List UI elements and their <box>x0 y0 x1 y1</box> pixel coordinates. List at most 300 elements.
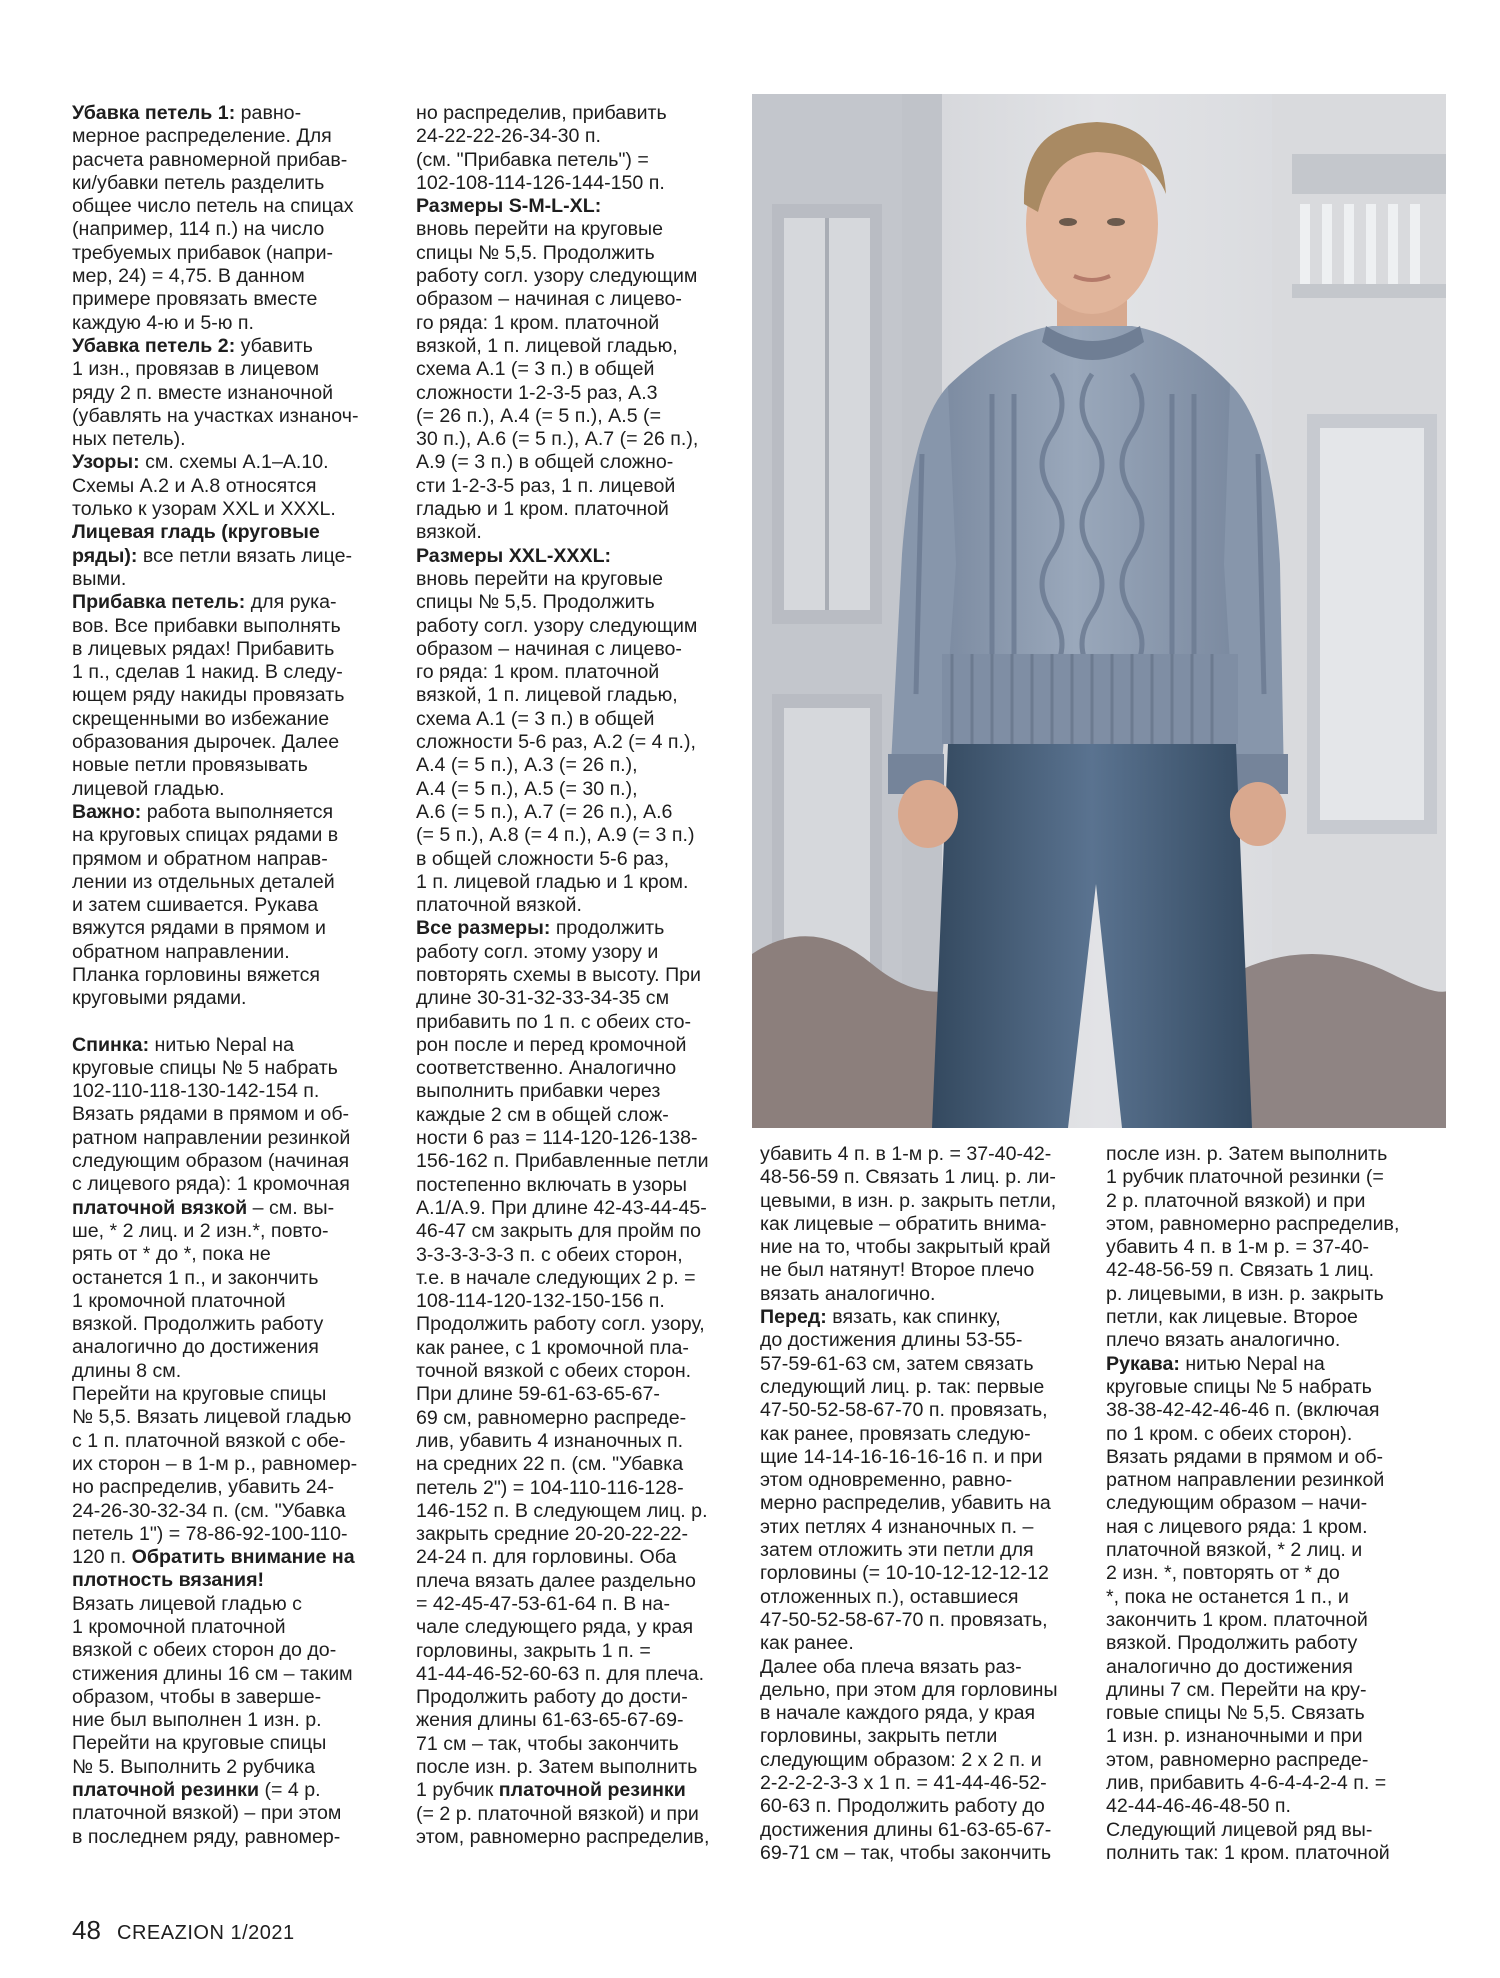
text-run: по 1 кром. с обеих сторон). <box>1106 1422 1353 1445</box>
text-run: работу согл. узору следующим <box>416 614 698 637</box>
text-run: 1 кромочной платочной <box>72 1616 286 1638</box>
text-run: 1 рубчик платочной резинки (= <box>1106 1166 1384 1189</box>
text-line <box>760 1516 1090 1539</box>
text-line <box>72 521 390 544</box>
text-line <box>416 218 746 241</box>
text-line <box>760 1259 1090 1282</box>
text-line <box>1106 1842 1446 1865</box>
text-line <box>416 1290 746 1313</box>
text-run: скрещенными во избежание <box>72 707 330 730</box>
text-run: мерное распределение. Для <box>72 125 332 148</box>
text-line <box>1106 1213 1446 1236</box>
text-run: А.1/А.9. При длине 42-43-44-45- <box>416 1196 707 1219</box>
text-run: образом – начиная с лицево- <box>416 288 682 311</box>
text-line <box>760 1283 1090 1306</box>
text-run: аналогично до достижения <box>72 1336 319 1359</box>
text-run: р. лицевыми, в изн. р. закрыть <box>1106 1282 1384 1305</box>
text-run: требуемых прибавок (напри- <box>72 241 334 264</box>
text-line <box>72 1779 390 1802</box>
text-run: горловины, закрыть 1 п. = <box>416 1639 651 1662</box>
text-line <box>72 242 390 265</box>
text-run: до достижения длины 53-55- <box>760 1329 1023 1352</box>
text-run: 1 изн., провязав в лицевом <box>72 358 320 381</box>
text-line <box>416 964 746 987</box>
text-line <box>1106 1306 1446 1329</box>
text-run: новые петли провязывать <box>72 754 308 777</box>
text-run: = 42-45-47-53-61-64 п. В на- <box>416 1593 670 1615</box>
text-run: вновь перейти на круговые <box>416 218 664 241</box>
text-run: жения длины 61-63-65-67-69- <box>416 1709 684 1732</box>
text-run: сложности 1-2-3-5 раз, А.3 <box>416 381 658 404</box>
text-run: отложенных п.), оставшиеся <box>760 1585 1019 1608</box>
bold-heading: Рукава: <box>1106 1352 1180 1375</box>
text-line <box>416 848 746 871</box>
text-run: их сторон – в 1-м р., равномер- <box>72 1452 358 1475</box>
text-line <box>416 1360 746 1383</box>
text-line <box>1106 1586 1446 1609</box>
text-run: (= 2 р. платочной вязкой) и при <box>416 1802 699 1825</box>
text-line <box>1106 1632 1446 1655</box>
text-run: постепенно включать в узоры <box>416 1173 687 1196</box>
text-run: 108-114-120-132-150-156 п. <box>416 1290 665 1313</box>
text-line <box>72 475 390 498</box>
text-run: платочной вязкой. <box>416 894 582 917</box>
text-run: 146-152 п. В следующем лиц. р. <box>416 1499 708 1522</box>
text-line <box>72 545 390 568</box>
text-line <box>760 1329 1090 1352</box>
text-line <box>1106 1749 1446 1772</box>
text-line <box>1106 1725 1446 1748</box>
text-run: 24-22-22-26-34-30 п. <box>416 125 601 148</box>
text-line <box>760 1702 1090 1725</box>
text-run: (= 26 п.), А.4 (= 5 п.), А.5 (= <box>416 404 662 427</box>
text-line <box>72 1756 390 1779</box>
text-run: платочной вязкой, * 2 лиц. и <box>1106 1539 1363 1562</box>
text-run: в последнем ряду, равномер- <box>72 1825 341 1848</box>
text-line <box>72 964 390 987</box>
text-line <box>416 405 746 428</box>
text-line <box>416 1756 746 1779</box>
text-line <box>72 1080 390 1103</box>
bold-heading: платочной резинки <box>72 1779 260 1802</box>
text-run: № 5. Выполнить 2 рубчика <box>72 1755 315 1778</box>
text-run: 3-3-3-3-3-3 п. с обеих сторон, <box>416 1243 683 1266</box>
text-line <box>1106 1399 1446 1422</box>
text-line <box>416 475 746 498</box>
text-line <box>72 1220 390 1243</box>
text-run: общее число петель на спицах <box>72 195 354 218</box>
text-line <box>72 1826 390 1849</box>
text-run: лив, прибавить 4-6-4-4-2-4 п. = <box>1106 1772 1387 1795</box>
text-line <box>72 824 390 847</box>
text-run: вязкой с обеих сторон до до- <box>72 1639 337 1662</box>
text-run: убавить 4 п. в 1-м р. = 37-40-42- <box>760 1143 1052 1165</box>
text-run: убавить 4 п. в 1-м р. = 37-40- <box>1106 1236 1370 1259</box>
text-line <box>416 1733 746 1756</box>
text-run: с 1 п. платочной вязкой с обе- <box>72 1429 346 1452</box>
text-run: (= 5 п.), А.8 (= 4 п.), А.9 (= 3 п.) <box>416 824 695 847</box>
text-run: (убавлять на участках изнаноч- <box>72 404 359 427</box>
text-line <box>416 824 746 847</box>
text-line <box>72 848 390 871</box>
text-run: все петли вязать лице- <box>137 544 353 567</box>
text-run: образования дырочек. Далее <box>72 731 340 754</box>
bold-heading: Перед: <box>760 1306 827 1329</box>
text-run: следующий лиц. р. так: первые <box>760 1375 1045 1398</box>
text-line <box>416 1663 746 1686</box>
text-line <box>72 615 390 638</box>
text-line <box>416 941 746 964</box>
text-line <box>760 1656 1090 1679</box>
text-line <box>1106 1795 1446 1818</box>
text-run: А.4 (= 5 п.), А.3 (= 26 п.), <box>416 754 638 777</box>
text-line <box>416 1500 746 1523</box>
text-run: вов. Все прибавки выполнять <box>72 614 341 637</box>
text-line <box>72 1360 390 1383</box>
text-line <box>72 1290 390 1313</box>
text-run: круговые спицы № 5 набрать <box>1106 1375 1372 1398</box>
text-run: этом, равномерно распреде- <box>1106 1748 1369 1771</box>
text-line <box>72 1709 390 1732</box>
text-line <box>1106 1562 1446 1585</box>
text-line <box>416 754 746 777</box>
text-line <box>72 358 390 381</box>
text-run: Перейти на круговые спицы <box>72 1732 327 1755</box>
text-line <box>72 172 390 195</box>
text-run: закрыть средние 20-20-22-22- <box>416 1523 689 1546</box>
text-line <box>416 1709 746 1732</box>
bold-heading: Убавка петель 2: <box>72 334 236 357</box>
text-line <box>416 1267 746 1290</box>
text-run: Продолжить работу до дости- <box>416 1686 688 1709</box>
text-run: петли, как лицевые. Второе <box>1106 1306 1358 1329</box>
bold-heading: Размеры S-M-L-XL: <box>416 195 602 218</box>
text-run: на круговых спицах рядами в <box>72 824 339 847</box>
text-run: При длине 59-61-63-65-67- <box>416 1383 660 1406</box>
text-line <box>760 1399 1090 1422</box>
text-line <box>1106 1539 1446 1562</box>
text-run: продолжить <box>550 917 665 940</box>
text-run: спицы № 5,5. Продолжить <box>416 591 655 614</box>
text-run: 2 р. платочной вязкой) и при <box>1106 1189 1366 1212</box>
text-run: примере провязать вместе <box>72 288 318 311</box>
text-line <box>416 1337 746 1360</box>
text-run: круговыми рядами. <box>72 987 247 1010</box>
text-run: стижения длины 16 см – таким <box>72 1662 353 1685</box>
text-line <box>416 1826 746 1849</box>
text-line <box>72 591 390 614</box>
bold-heading: платочной вязкой <box>72 1196 248 1219</box>
text-line <box>416 708 746 731</box>
text-line <box>72 638 390 661</box>
text-run: щие 14-14-16-16-16-16 п. и при <box>760 1445 1043 1468</box>
text-run: говые спицы № 5,5. Связать <box>1106 1702 1365 1725</box>
text-run: 24-24 п. для горловины. Оба <box>416 1546 677 1569</box>
text-run: го ряда: 1 кром. платочной <box>416 311 660 334</box>
text-run: выми. <box>72 567 127 590</box>
text-line <box>1106 1446 1446 1469</box>
text-line <box>72 871 390 894</box>
text-column-3 <box>760 1143 1090 1865</box>
text-run: на средних 22 п. (см. "Убавка <box>416 1453 684 1476</box>
text-run: мерно распределив, убавить на <box>760 1492 1051 1515</box>
text-run: в лицевых рядах! Прибавить <box>72 637 335 660</box>
text-run: этом одновременно, равно- <box>760 1469 1013 1492</box>
text-run: вязать, как спинку, <box>826 1306 1001 1329</box>
text-run: длине 30-31-32-33-34-35 см <box>416 987 670 1010</box>
text-line <box>416 684 746 707</box>
text-line <box>416 1383 746 1406</box>
text-line <box>416 1197 746 1220</box>
text-line <box>416 1150 746 1173</box>
text-run: длины 7 см. Перейти на кру- <box>1106 1678 1367 1701</box>
text-run: Перейти на круговые спицы <box>72 1383 327 1406</box>
text-line <box>416 1244 746 1267</box>
text-line <box>72 1243 390 1266</box>
text-line <box>760 1492 1090 1515</box>
text-line <box>72 754 390 777</box>
bold-heading: Важно: <box>72 800 142 823</box>
text-run: после изн. р. Затем выполнить <box>416 1756 698 1779</box>
text-line <box>416 615 746 638</box>
text-line <box>72 1476 390 1499</box>
text-line <box>72 894 390 917</box>
text-run: образом, чтобы в заверше- <box>72 1685 322 1708</box>
text-line <box>1106 1166 1446 1189</box>
text-line <box>72 941 390 964</box>
text-line <box>72 428 390 451</box>
text-run: и затем сшивается. Рукава <box>72 894 319 917</box>
text-line <box>416 382 746 405</box>
text-line <box>760 1539 1090 1562</box>
text-line <box>760 1143 1090 1166</box>
text-run: вязкой. <box>416 521 482 544</box>
text-line <box>416 1546 746 1569</box>
text-run: нитью Nepal на <box>149 1033 294 1056</box>
text-run: 48-56-59 п. Связать 1 лиц. р. ли- <box>760 1166 1056 1189</box>
text-line <box>760 1236 1090 1259</box>
text-run: 2 изн. *, повторять от * до <box>1106 1562 1340 1585</box>
text-line <box>72 1034 390 1057</box>
text-line <box>416 731 746 754</box>
text-run: каждые 2 см в общей слож- <box>416 1103 669 1126</box>
text-run: Вязать рядами в прямом и об- <box>1106 1445 1384 1468</box>
text-line <box>1106 1353 1446 1376</box>
text-line <box>72 661 390 684</box>
text-line <box>416 1313 746 1336</box>
text-line <box>72 1336 390 1359</box>
text-run: сти 1-2-3-5 раз, 1 п. лицевой <box>416 474 676 497</box>
text-line <box>416 917 746 940</box>
text-line <box>416 545 746 568</box>
text-run: чале следующего ряда, у края <box>416 1616 694 1639</box>
text-run: 69-71 см – так, чтобы закончить <box>760 1841 1052 1864</box>
text-run: 47-50-52-58-67-70 п. провязать, <box>760 1608 1048 1631</box>
text-run: плеча вязать далее раздельно <box>416 1569 696 1592</box>
text-line <box>72 987 390 1010</box>
text-run: вновь перейти на круговые <box>416 567 664 590</box>
text-line <box>416 498 746 521</box>
text-line <box>760 1166 1090 1189</box>
text-line <box>760 1632 1090 1655</box>
text-run: убавить <box>235 334 313 357</box>
text-line <box>416 1080 746 1103</box>
text-line <box>72 1732 390 1755</box>
text-line <box>72 195 390 218</box>
text-run: (например, 114 п.) на число <box>72 218 325 241</box>
text-run: Далее оба плеча вязать раз- <box>760 1655 1022 1678</box>
text-run: вязкой, 1 п. лицевой гладью, <box>416 334 678 357</box>
text-line <box>416 195 746 218</box>
text-line <box>1106 1656 1446 1679</box>
text-run: № 5,5. Вязать лицевой гладью <box>72 1406 352 1429</box>
text-line <box>416 638 746 661</box>
text-line <box>416 801 746 824</box>
text-line <box>416 1453 746 1476</box>
text-line <box>72 1406 390 1429</box>
text-line <box>1106 1469 1446 1492</box>
text-run: после изн. р. Затем выполнить <box>1106 1143 1388 1165</box>
text-line <box>416 778 746 801</box>
text-run: спицы № 5,5. Продолжить <box>416 241 655 264</box>
text-run: работу согл. узору следующим <box>416 265 698 288</box>
text-line <box>416 1803 746 1826</box>
text-line <box>416 265 746 288</box>
text-run: А.9 (= 3 п.) в общей сложно- <box>416 451 674 474</box>
text-line <box>416 521 746 544</box>
text-run: платочной вязкой) – при этом <box>72 1802 342 1825</box>
bold-heading: Все размеры: <box>416 917 551 940</box>
text-line <box>72 218 390 241</box>
text-line <box>72 684 390 707</box>
bold-heading: Лицевая гладь (круговые <box>72 521 320 544</box>
text-run: т.е. в начале следующих 2 р. = <box>416 1266 696 1289</box>
text-run: 120 п. <box>72 1546 132 1569</box>
text-run: следующим образом: 2 х 2 п. и <box>760 1748 1042 1771</box>
text-line <box>72 1802 390 1825</box>
bold-heading: Размеры XXL-XXXL: <box>416 544 612 567</box>
text-line <box>72 288 390 311</box>
text-line <box>72 1103 390 1126</box>
text-line <box>72 1173 390 1196</box>
text-run: только к узорам XXL и XXXL. <box>72 498 336 521</box>
text-run: этом, равномерно распределив, <box>416 1825 710 1848</box>
text-run: мер, 24) = 4,75. В данном <box>72 265 305 288</box>
text-run: 1 п., сделав 1 накид. В следу- <box>72 661 343 684</box>
text-run: схема А.1 (= 3 п.) в общей <box>416 358 655 381</box>
text-line <box>72 1011 390 1034</box>
text-run: ратном направлении резинкой <box>72 1126 351 1149</box>
text-line <box>72 1500 390 1523</box>
text-run: Следующий лицевой ряд вы- <box>1106 1818 1373 1841</box>
text-line <box>1106 1702 1446 1725</box>
text-line <box>416 1034 746 1057</box>
text-run: 1 кромочной платочной <box>72 1289 286 1312</box>
text-line <box>72 265 390 288</box>
text-run: аналогично до достижения <box>1106 1655 1353 1678</box>
text-run: рять от * до *, пока не <box>72 1243 271 1266</box>
text-line <box>72 1616 390 1639</box>
text-run: но распределив, прибавить <box>416 102 667 124</box>
text-line <box>72 1267 390 1290</box>
text-line <box>72 1546 390 1569</box>
text-run: горловины (= 10-10-12-12-12-12 <box>760 1562 1049 1585</box>
text-line <box>416 149 746 172</box>
text-run: лении из отдельных деталей <box>72 870 335 893</box>
text-run: для рука- <box>245 591 337 614</box>
text-run: плечо вязать аналогично. <box>1106 1329 1341 1352</box>
text-line <box>416 1686 746 1709</box>
text-run: останется 1 п., и закончить <box>72 1266 319 1289</box>
text-line <box>1106 1609 1446 1632</box>
text-run: 1 рубчик <box>416 1779 499 1802</box>
text-run: достижения длины 61-63-65-67- <box>760 1818 1052 1841</box>
text-line <box>1106 1819 1446 1842</box>
text-run: го ряда: 1 кром. платочной <box>416 661 660 684</box>
text-line <box>416 661 746 684</box>
text-run: Схемы А.2 и А.8 относятся <box>72 474 317 497</box>
text-line <box>760 1819 1090 1842</box>
text-run: ние был выполнен 1 изн. р. <box>72 1709 322 1732</box>
text-line <box>1106 1516 1446 1539</box>
text-line <box>416 1523 746 1546</box>
text-run: точной вязкой с обеих сторон. <box>416 1360 692 1383</box>
bold-heading: Спинка: <box>72 1033 150 1056</box>
text-line <box>72 149 390 172</box>
text-run: длины 8 см. <box>72 1359 182 1382</box>
text-line <box>416 312 746 335</box>
text-line <box>72 382 390 405</box>
bold-heading: Узоры: <box>72 451 140 474</box>
text-line <box>416 871 746 894</box>
text-run: 1 изн. р. изнаночными и при <box>1106 1725 1363 1748</box>
text-run: 102-108-114-126-144-150 п. <box>416 171 665 194</box>
text-run: лив, убавить 4 изнаночных п. <box>416 1429 684 1452</box>
text-line <box>72 801 390 824</box>
text-run: этих петлях 4 изнаночных п. – <box>760 1515 1034 1538</box>
text-line <box>760 1469 1090 1492</box>
text-run: 46-47 см закрыть для пройм по <box>416 1220 702 1243</box>
text-run: лицевой гладью. <box>72 777 225 800</box>
text-run: не был натянут! Второе плечо <box>760 1259 1035 1282</box>
text-run: в начале каждого ряда, у края <box>760 1702 1036 1725</box>
text-run: 1 п. лицевой гладью и 1 кром. <box>416 870 689 893</box>
text-line <box>416 102 746 125</box>
text-line <box>72 917 390 940</box>
text-run: полнить так: 1 кром. платочной <box>1106 1841 1390 1864</box>
text-line <box>1106 1679 1446 1702</box>
page-number: 48 <box>72 1915 101 1945</box>
text-run: 42-48-56-59 п. Связать 1 лиц. <box>1106 1259 1375 1282</box>
text-run: следующим образом (начиная <box>72 1150 350 1173</box>
text-run: ности 6 раз = 114-120-126-138- <box>416 1127 698 1150</box>
text-run: повторять схемы в высоту. При <box>416 963 701 986</box>
text-line <box>72 708 390 731</box>
text-line <box>416 1779 746 1802</box>
text-line <box>72 1686 390 1709</box>
text-line <box>72 1453 390 1476</box>
text-run: гладью и 1 кром. платочной <box>416 498 669 521</box>
text-run: но распределив, убавить 24- <box>72 1476 335 1499</box>
text-run: работу согл. этому узору и <box>416 940 659 963</box>
text-run: обратном направлении. <box>72 940 290 963</box>
text-run: 47-50-52-58-67-70 п. провязать, <box>760 1399 1048 1422</box>
text-line <box>760 1795 1090 1818</box>
text-line <box>760 1562 1090 1585</box>
text-line <box>72 1639 390 1662</box>
text-run: – см. вы- <box>247 1196 335 1219</box>
text-line <box>72 1057 390 1080</box>
